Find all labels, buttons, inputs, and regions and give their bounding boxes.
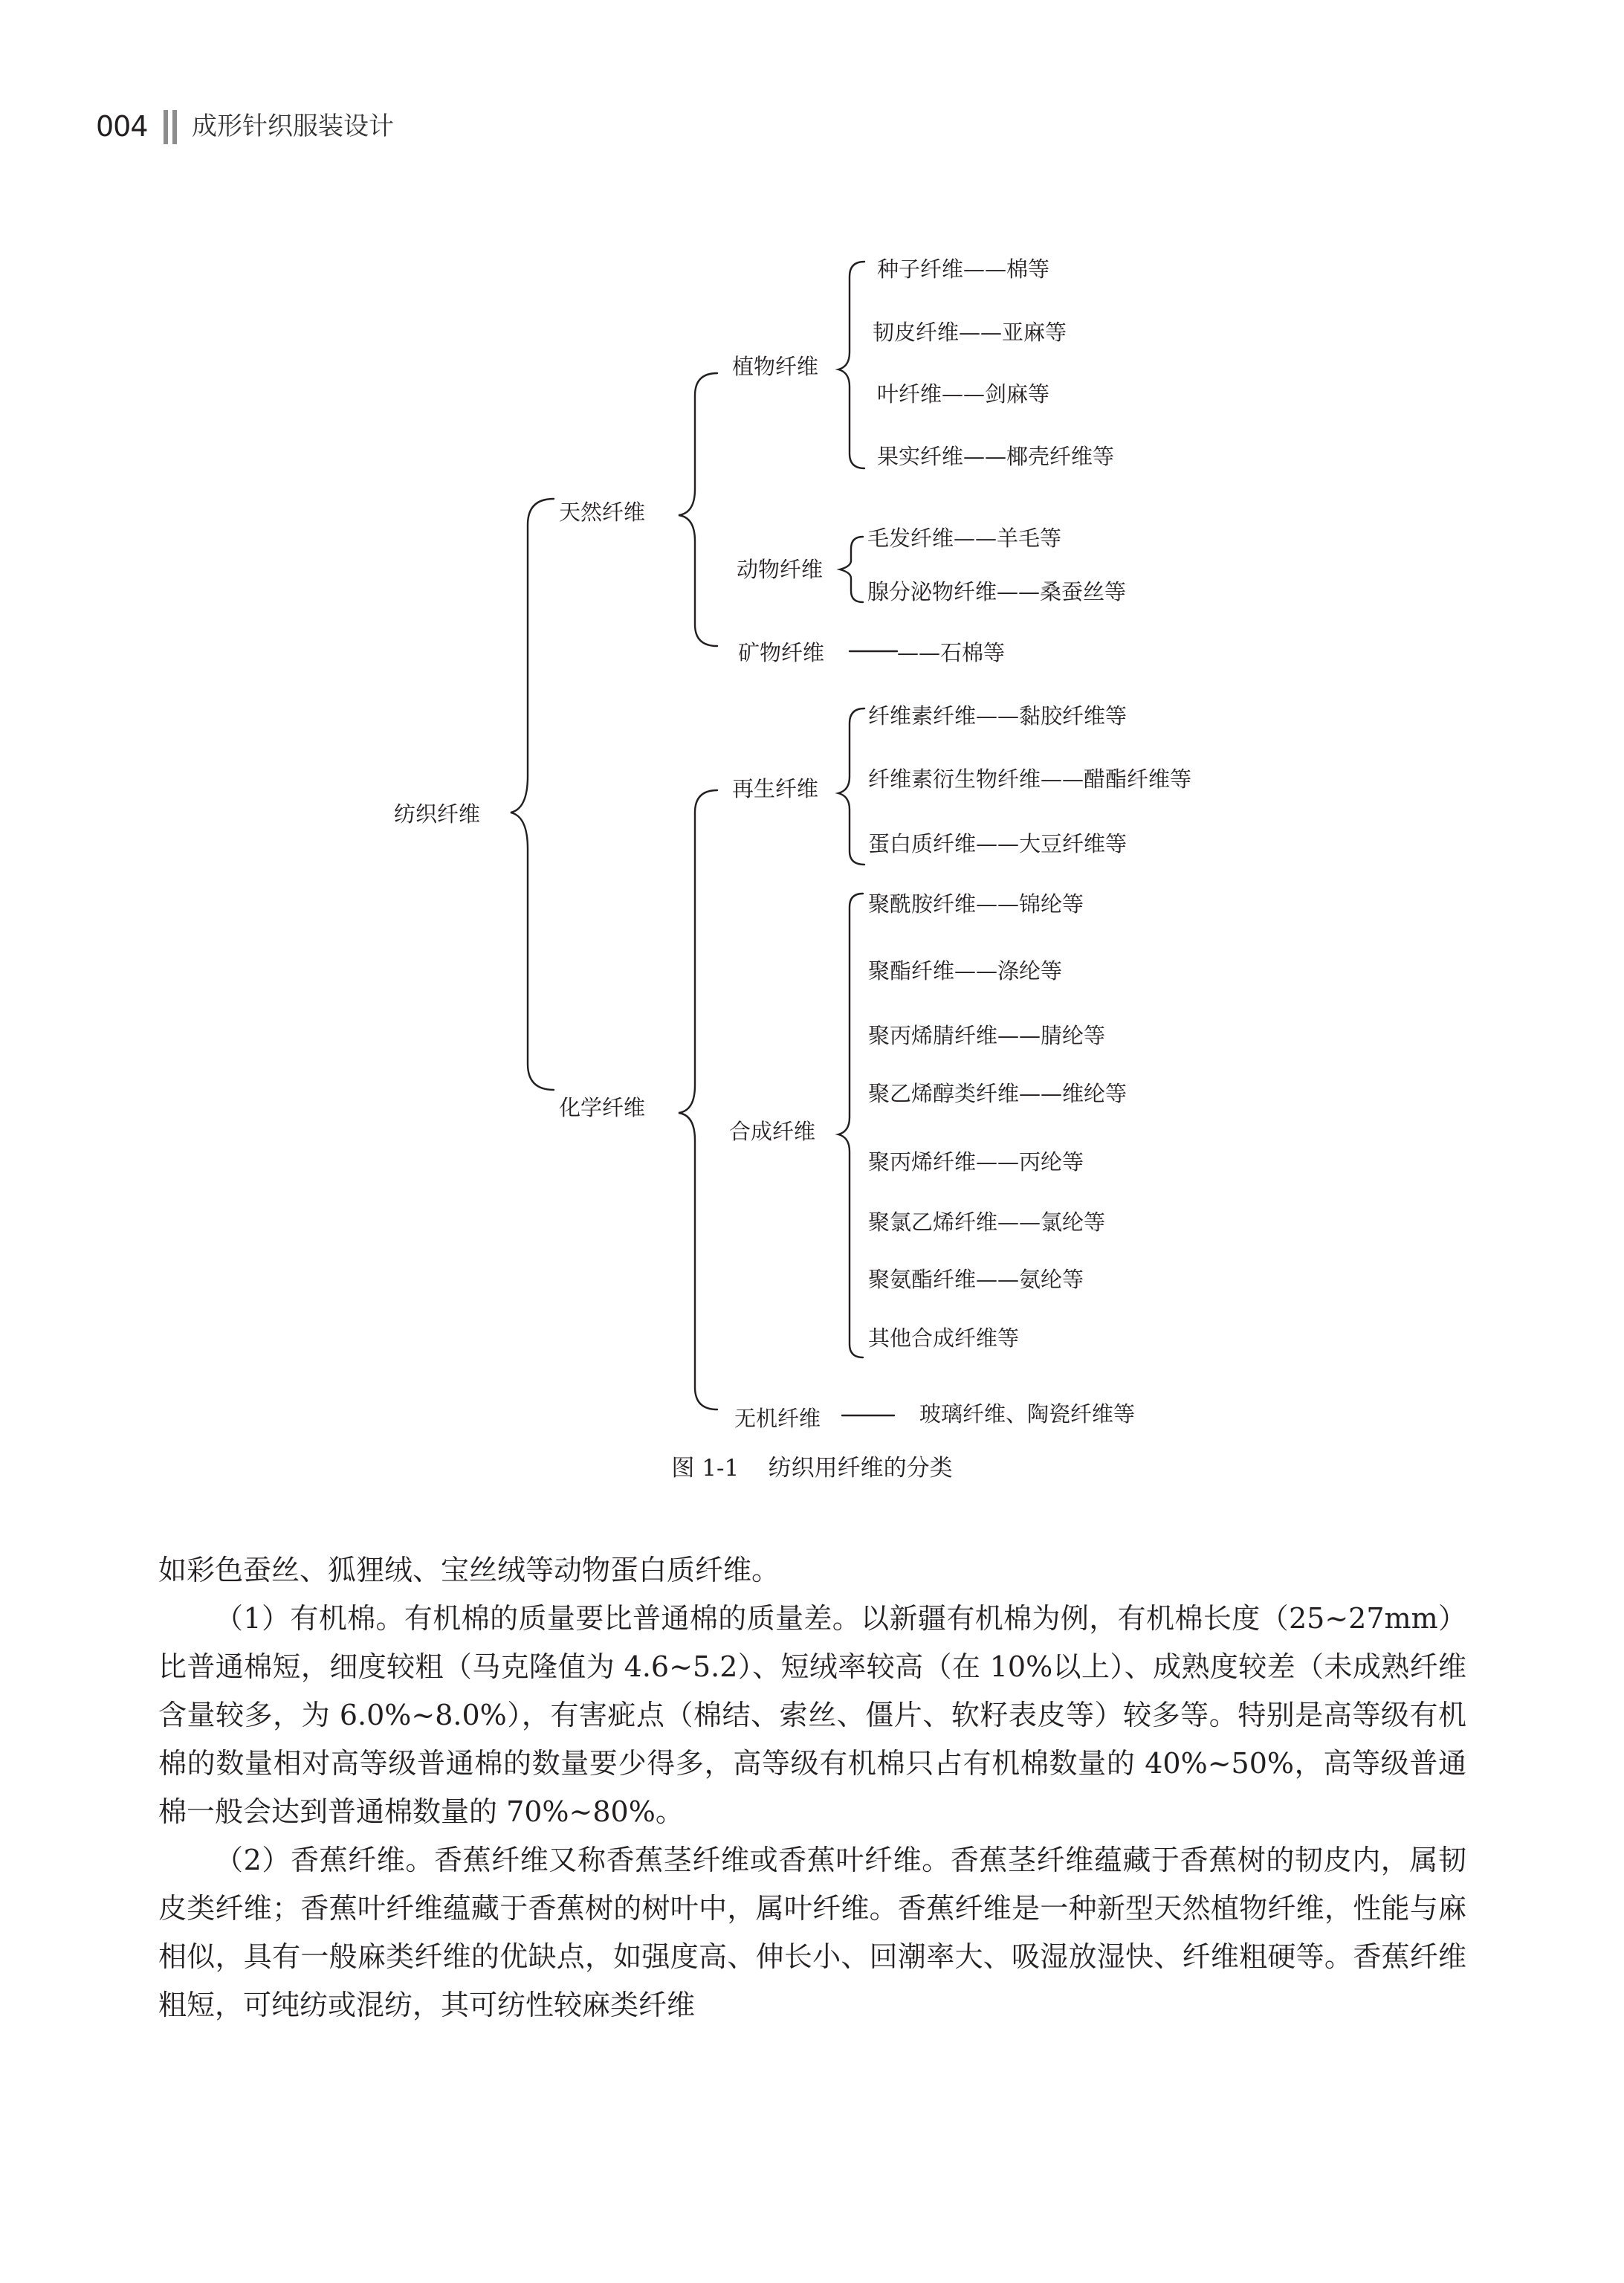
page-number: 004 [96, 110, 148, 143]
chemical-fiber-label: 化学纤维 [559, 1095, 646, 1120]
synthetic-item: 聚乙烯醇类纤维——维纶等 [868, 1081, 1128, 1106]
synthetic-item: 其他合成纤维等 [868, 1325, 1020, 1351]
animal-item: 毛发纤维——羊毛等 [867, 526, 1062, 551]
synthetic-item: 聚丙烯腈纤维——腈纶等 [868, 1023, 1106, 1048]
regenerated-item: 纤维素衍生物纤维——醋酯纤维等 [868, 766, 1192, 792]
synthetic-item: 聚丙烯纤维——丙纶等 [868, 1149, 1084, 1175]
natural-fiber-label: 天然纤维 [559, 500, 646, 525]
regenerated-item: 蛋白质纤维——大豆纤维等 [868, 831, 1128, 856]
inorganic-fiber-label: 无机纤维 [734, 1406, 821, 1431]
plant-item: 种子纤维——棉等 [877, 256, 1050, 282]
root-label: 纺织纤维 [394, 801, 481, 827]
animal-item: 腺分泌物纤维——桑蚕丝等 [867, 579, 1127, 604]
synthetic-item: 聚酰胺纤维——锦纶等 [868, 891, 1084, 917]
synthetic-item: 聚酯纤维——涤纶等 [868, 958, 1063, 984]
animal-fiber-label: 动物纤维 [737, 557, 824, 582]
paragraph: （2）香蕉纤维。香蕉纤维又称香蕉茎纤维或香蕉叶纤维。香蕉茎纤维蕴藏于香蕉树的韧皮内，属韧皮类纤维；香蕉叶纤维蕴藏于香蕉树的树叶中，属叶纤维。香蕉纤维是一种新型天然植物纤维，性能与麻相似，具有一般麻类纤维的优缺点，如强度高、伸长小、回潮率大、吸湿放湿快、纤维粗硬等。香蕉纤维粗短，可纯纺或混纺，其可纺性较麻类纤维 [158, 1844, 1466, 2021]
figure-caption [0, 1453, 1624, 1483]
plant-item: 叶纤维——剑麻等 [877, 381, 1050, 407]
plant-item: 果实纤维——椰壳纤维等 [877, 444, 1115, 469]
mineral-fiber-label: 矿物纤维 [738, 640, 825, 665]
synthetic-item: 聚氯乙烯纤维——氯纶等 [868, 1210, 1106, 1235]
brace-lines [511, 262, 897, 1415]
plant-item: 韧皮纤维——亚麻等 [873, 320, 1067, 345]
body-text [158, 1546, 1466, 2029]
regenerated-fiber-label: 再生纤维 [732, 776, 819, 801]
brace-root [511, 499, 554, 1090]
regenerated-item: 纤维素纤维——黏胶纤维等 [868, 703, 1128, 729]
figure-number: 图 1-1 [671, 1455, 740, 1482]
brace-chemical [679, 790, 717, 1409]
brace-synthetic [838, 894, 863, 1357]
mineral-fiber-item: ——石棉等 [897, 640, 1006, 665]
inorganic-fiber-item: 玻璃纤维、陶瓷纤维等 [919, 1401, 1136, 1427]
brace-animal [840, 537, 863, 602]
paragraph: 如彩色蚕丝、狐狸绒、宝丝绒等动物蛋白质纤维。 [158, 1554, 780, 1586]
paragraph: （1）有机棉。有机棉的质量要比普通棉的质量差。以新疆有机棉为例，有机棉长度（25~27mm）比普通棉短，细度较粗（马克隆值为 4.6~5.2）、短绒率较高（在 10%以上）、成熟度较差（未成熟纤维含量较多，为 6.0%~8.0%），有害疵点（棉结、索丝、僵片、软籽表皮等）较多等。特别是高等级有机棉的数量相对高等级普通棉的数量要少得多，高等级有机棉只占有机棉数量的 40%~50%，高等级普通棉一般会达到普通棉数量的 70%~80%。 [158, 1602, 1466, 1828]
plant-fiber-label: 植物纤维 [732, 354, 819, 379]
book-title: 成形针织服装设计 [192, 112, 394, 141]
brace-natural [679, 373, 717, 646]
brace-regenerated [838, 708, 864, 865]
figure-title: 纺织用纤维的分类 [768, 1455, 953, 1482]
brace-plant [838, 262, 864, 468]
synthetic-item: 聚氨酯纤维——氨纶等 [868, 1267, 1084, 1292]
synthetic-fiber-label: 合成纤维 [729, 1119, 816, 1144]
